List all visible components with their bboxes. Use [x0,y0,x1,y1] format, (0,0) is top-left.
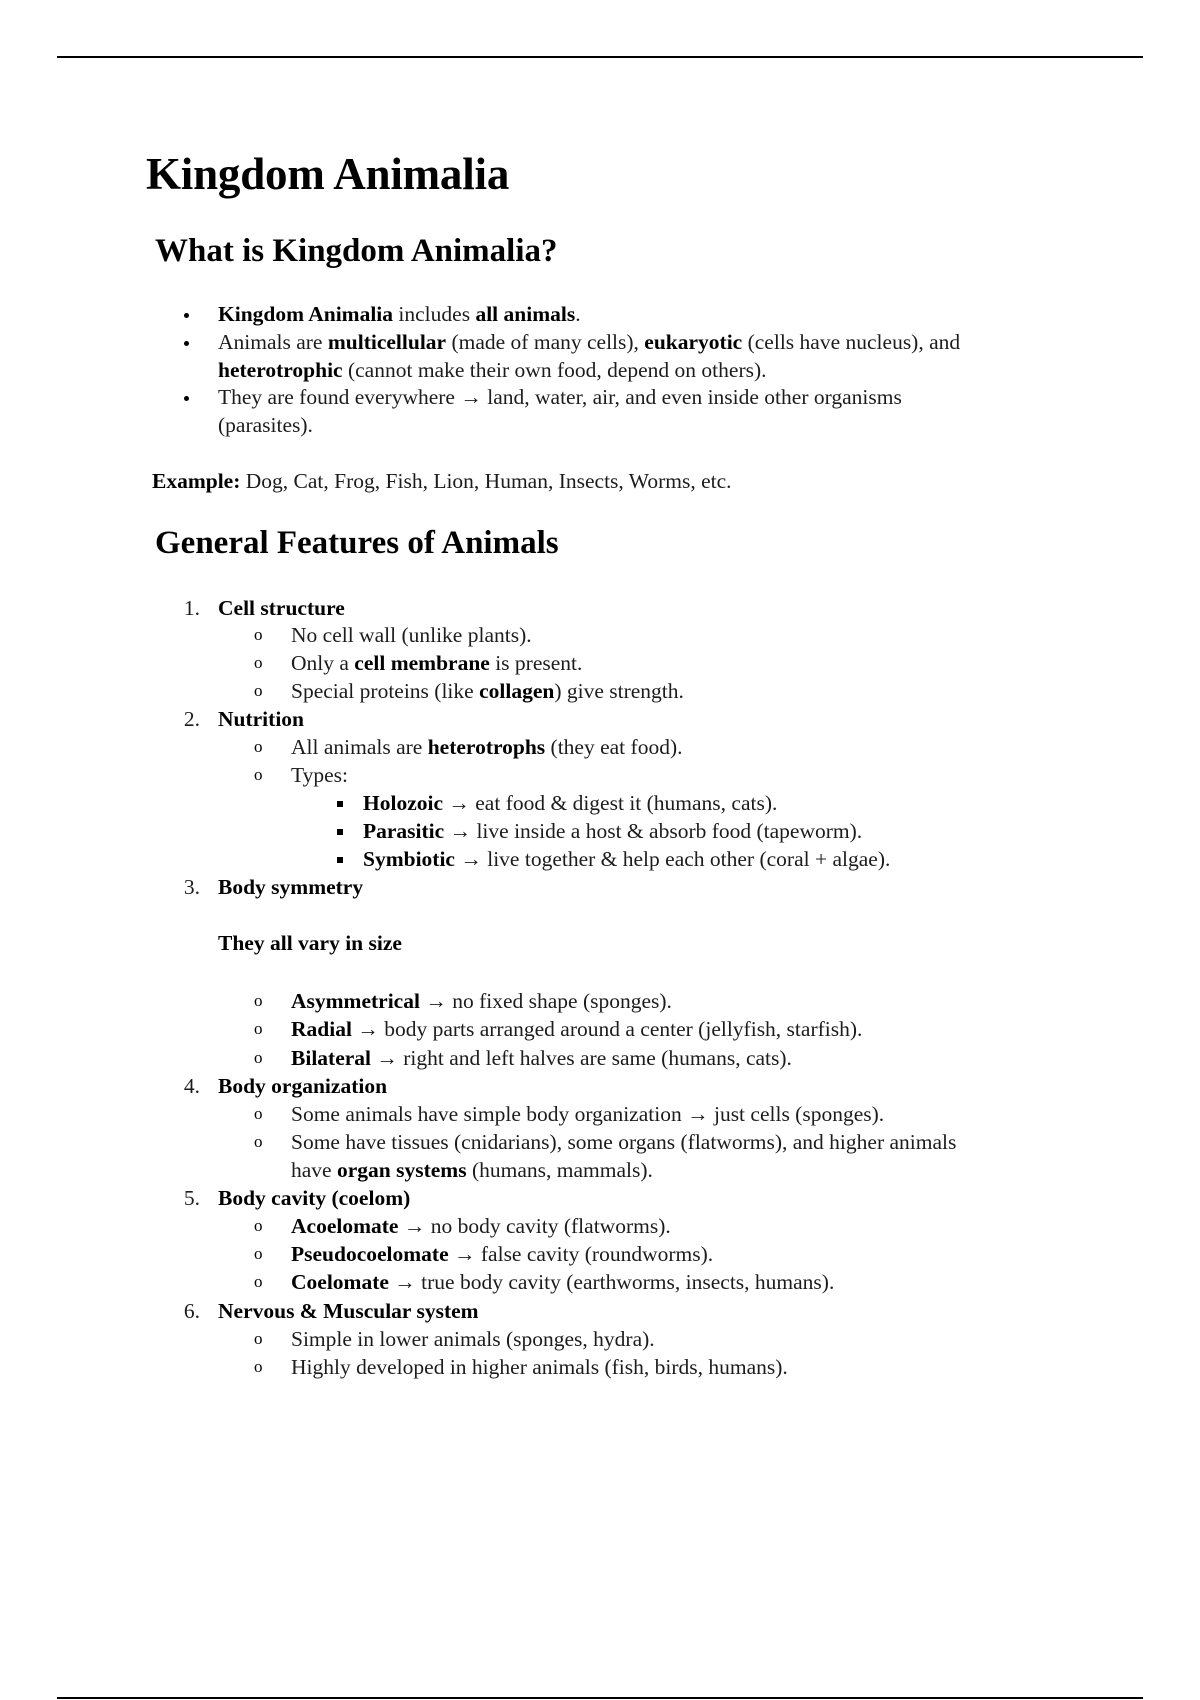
sub-item-text [291,649,582,677]
list-number: 4. [183,1074,200,1098]
text-run: Dog, Cat, Frog, Fish, Lion, Human, Insects, Worms, etc. [240,469,732,493]
circle-bullet: o [254,1132,263,1151]
sub-item-text [291,677,684,705]
bullet-text [218,383,902,411]
bullet-text [218,328,960,356]
bold-term: Nutrition [218,707,304,731]
bullet-text [218,356,767,384]
bold-term: collagen [479,679,555,703]
bold-term: Symbiotic [363,847,455,871]
type-item-text [363,817,862,845]
text-run: . [575,302,581,326]
circle-bullet: o [254,653,263,672]
sub-item-text [291,1015,862,1043]
text-run: (cells have nucleus), and [742,330,961,354]
list-note [218,929,402,957]
bullet-dot [184,341,189,346]
bold-term: Acoelomate [291,1214,399,1238]
bullet-dot [184,313,189,318]
sub-item-text [291,621,532,649]
circle-bullet: o [254,1244,263,1263]
text-run: Simple in lower animals (sponges, hydra). [291,1327,655,1351]
bold-term: cell membrane [354,651,490,675]
text-run: have [291,1158,337,1182]
sub-item-text [291,987,672,1015]
text-run: → body parts arranged around a center (jellyfish, starfish). [351,1017,863,1041]
bold-term: eukaryotic [644,330,743,354]
type-item-text [363,845,890,873]
bold-term: Holozoic [363,791,444,815]
example-line [152,467,732,495]
bullet-text [218,300,581,328]
list-item-title [218,1297,479,1325]
list-number: 5. [183,1186,200,1210]
bold-term: Cell structure [218,596,345,620]
sub-item-text [291,1268,834,1296]
list-number: 1. [183,596,200,620]
circle-bullet: o [254,625,263,644]
text-run: → false cavity (roundworms). [448,1242,714,1266]
text-run: Highly developed in higher animals (fish, birds, humans). [291,1355,788,1379]
circle-bullet: o [254,991,263,1010]
text-run: → true body cavity (earthworms, insects, humans). [388,1270,835,1294]
page-title: Kingdom Animalia [146,149,510,199]
bold-term: Nervous & Muscular system [218,1299,479,1323]
circle-bullet: o [254,737,263,756]
list-item-title [218,1072,387,1100]
text-run: ) give strength. [554,679,684,703]
bold-term: Example: [152,469,241,493]
text-run: Some animals have simple body organization [291,1102,688,1126]
text-run: Some have tissues (cnidarians), some organs (flatworms), and higher animals [291,1130,957,1154]
list-number: 3. [183,875,200,899]
bold-term: heterotrophic [218,358,343,382]
sub-item-text [291,733,682,761]
circle-bullet: o [254,1104,263,1123]
sub-item-text [291,1044,792,1072]
bold-term: Coelomate [291,1270,389,1294]
text-run: (they eat food). [545,735,683,759]
list-item-title [218,705,304,733]
text-run: → [687,1102,709,1126]
text-run: Animals are [218,330,328,354]
circle-bullet: o [254,1357,263,1376]
bold-term: all animals [475,302,576,326]
bold-term: Parasitic [363,819,445,843]
circle-bullet: o [254,765,263,784]
bold-term: Asymmetrical [291,989,420,1013]
text-run: Types: [291,763,349,787]
text-run: (made of many cells), [446,330,645,354]
text-run: just cells (sponges). [708,1102,885,1126]
square-bullet [337,829,343,835]
square-bullet [337,801,343,807]
circle-bullet: o [254,1216,263,1235]
bold-term: organ systems [336,1158,467,1182]
text-run: → live inside a host & absorb food (tapeworm). [444,819,863,843]
bold-term: Body organization [218,1074,388,1098]
list-item-title [218,873,363,901]
sub-item-text [291,1100,884,1128]
bold-term: multicellular [327,330,447,354]
square-bullet [337,857,343,863]
list-item-title [218,594,345,622]
sub-item-text [291,761,348,789]
text-run: All animals are [291,735,428,759]
sub-item-text [291,1212,671,1240]
sub-item-text [291,1128,956,1156]
text-run: (cannot make their own food, depend on others). [342,358,767,382]
circle-bullet: o [254,681,263,700]
text-run: → live together & help each other (coral + algae). [454,847,891,871]
bold-term: Pseudocoelomate [291,1242,449,1266]
type-item-text [363,789,777,817]
text-run: → right and left halves are same (humans, cats). [371,1046,792,1070]
circle-bullet: o [254,1272,263,1291]
text-run: → eat food & digest it (humans, cats). [443,791,778,815]
list-number: 6. [183,1299,200,1323]
text-run: (parasites). [218,413,313,437]
text-run: They are found everywhere [218,385,461,409]
bold-term: Body symmetry [218,875,364,899]
list-item-title [218,1184,410,1212]
section-heading-what-is: What is Kingdom Animalia? [155,233,558,269]
bold-term: They all vary in size [218,931,402,955]
text-run: No cell wall (unlike plants). [291,623,532,647]
text-run: Special proteins (like [291,679,480,703]
sub-item-text [291,1353,788,1381]
circle-bullet: o [254,1329,263,1348]
bold-term: Bilateral [291,1046,372,1070]
bullet-dot [184,396,189,401]
text-run: includes [393,302,476,326]
text-run: (humans, mammals). [466,1158,653,1182]
circle-bullet: o [254,1019,263,1038]
bold-term: heterotrophs [427,735,546,759]
bold-term: Body cavity (coelom) [218,1186,411,1210]
text-run: Only a [291,651,355,675]
sub-item-text [291,1156,653,1184]
section-heading-general-features: General Features of Animals [155,525,559,561]
sub-item-text [291,1325,655,1353]
top-rule [57,56,1143,58]
text-run: is present. [489,651,583,675]
text-run: land, water, air, and even inside other organisms [481,385,902,409]
list-number: 2. [183,707,200,731]
bold-term: Kingdom Animalia [218,302,394,326]
text-run: → [460,385,482,409]
text-run: → no body cavity (flatworms). [398,1214,671,1238]
bold-term: Radial [291,1017,352,1041]
text-run: → no fixed shape (sponges). [419,989,672,1013]
circle-bullet: o [254,1048,263,1067]
bottom-rule [57,1697,1143,1699]
sub-item-text [291,1240,713,1268]
bullet-text [218,411,313,439]
